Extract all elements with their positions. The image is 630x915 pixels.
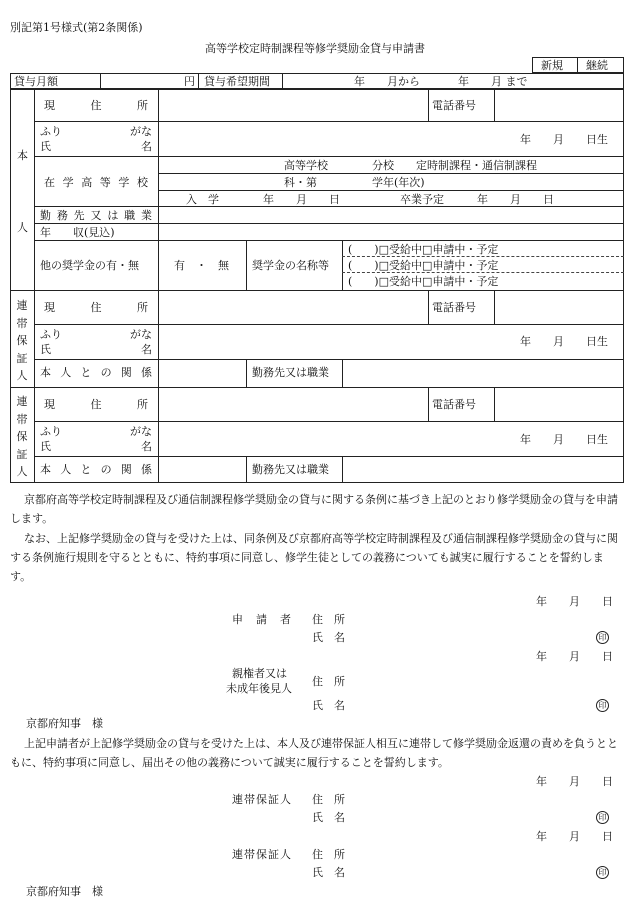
guarantor2-sign-address: 住 所 xyxy=(312,848,345,861)
applicant-name-label: 氏 名 xyxy=(40,140,152,153)
guarantor1-sign-address: 住 所 xyxy=(312,793,345,806)
date-4[interactable]: 年 月 日 xyxy=(536,830,613,843)
loan-from[interactable]: 年 月から xyxy=(354,75,420,88)
scholarship-yes-no[interactable]: 有 ・ 無 xyxy=(174,259,229,272)
seal-icon: 印 xyxy=(596,811,609,824)
applicant-income-label: 年 収(見込) xyxy=(40,226,115,239)
applicant-address: 住 所 xyxy=(312,613,345,626)
guarantor2-name-label: 氏 名 xyxy=(40,440,152,453)
governor-addressee-2: 京都府知事 様 xyxy=(26,885,103,898)
guardian-address: 住 所 xyxy=(312,675,345,688)
school-line-2[interactable]: 科・第 学年(年次) xyxy=(284,176,425,189)
seal-icon: 印 xyxy=(596,699,609,712)
date-3[interactable]: 年 月 日 xyxy=(536,775,613,788)
guarantor1-side-label: 連帯保証人 xyxy=(16,299,28,383)
seal-icon: 印 xyxy=(596,866,609,879)
applicant-side-char-2: 人 xyxy=(17,221,28,234)
yen-label: 円 xyxy=(184,75,195,88)
guarantor2-sign-name: 氏 名 xyxy=(312,866,345,879)
form-title: 高等学校定時制課程等修学奨励金貸与申請書 xyxy=(205,42,425,55)
guarantor2-employer-label: 勤務先又は職業 xyxy=(252,463,329,476)
guarantor1-phone-label: 電話番号 xyxy=(432,301,476,314)
guarantor2-furigana-label: ふり がな xyxy=(40,425,152,438)
pledge-statement: なお、上記修学奨励金の貸与を受けた上は、同条例及び京都府高等学校定時制課程及び通信制課程修学奨励金の貸与に関する条例施行規則を守るとともに、特約事項に同意し、修学生徒としての義務についても誠実に履行することを誓約します。 xyxy=(10,532,618,583)
applicant-school-label: 在 学 高 等 学 校 xyxy=(44,176,148,189)
applicant-phone-label: 電話番号 xyxy=(432,99,476,112)
guardian-name: 氏 名 xyxy=(312,699,345,712)
applicant-sign-label: 申 請 者 xyxy=(232,613,292,626)
loan-amount-label: 貸与月額 xyxy=(14,75,58,88)
guarantor1-furigana-label: ふり がな xyxy=(40,328,152,341)
governor-addressee-1: 京都府知事 様 xyxy=(26,717,103,730)
other-scholarship-label: 他の奨学金の有・無 xyxy=(40,259,139,272)
guarantor1-employer-label: 勤務先又は職業 xyxy=(252,366,329,379)
date-1[interactable]: 年 月 日 xyxy=(536,595,613,608)
scholarship-row-2[interactable]: ( )□受給中□申請中・予定 xyxy=(348,259,499,272)
guarantor2-birth[interactable]: 年 月 日生 xyxy=(520,433,608,446)
guarantor1-name-label: 氏 名 xyxy=(40,343,152,356)
guarantor-pledge-statement: 上記申請者が上記修学奨励金の貸与を受けた上は、本人及び連帯保証人相互に連帯して修学奨励金返還の責めを負うとともに、特約事項に同意し、届出その他の義務について誠実に履行することを誓約します。 xyxy=(10,737,618,769)
applicant-name: 氏 名 xyxy=(312,631,345,644)
new-checkbox-label[interactable]: 新規 xyxy=(541,59,563,72)
guarantor1-relation-label: 本 人 と の 関 係 xyxy=(40,366,152,379)
loan-period-label: 貸与希望期間 xyxy=(204,75,270,88)
guardian-label-2: 未成年後見人 xyxy=(226,682,292,695)
guarantor1-address-label: 現 住 所 xyxy=(44,301,148,314)
guarantor1-sign-name: 氏 名 xyxy=(312,811,345,824)
school-graduate[interactable]: 卒業予定 年 月 日 xyxy=(400,193,554,206)
guarantor2-side-label: 連帯保証人 xyxy=(16,395,28,479)
guarantor1-sign-label: 連帯保証人 xyxy=(232,793,292,806)
application-statement: 京都府高等学校定時制課程及び通信制課程修学奨励金の貸与に関する条例に基づき上記のとおり修学奨励金の貸与を申請します。 xyxy=(10,493,618,525)
guarantor2-relation-label: 本 人 と の 関 係 xyxy=(40,463,152,476)
guarantor2-address-label: 現 住 所 xyxy=(44,398,148,411)
form-number: 別記第1号様式(第2条関係) xyxy=(10,21,143,34)
applicant-side-char-1: 本 xyxy=(17,149,28,162)
seal-icon: 印 xyxy=(596,631,609,644)
scholarship-row-3[interactable]: ( )□受給中□申請中・予定 xyxy=(348,275,499,288)
guarantor2-phone-label: 電話番号 xyxy=(432,398,476,411)
applicant-furigana-label: ふり がな xyxy=(40,125,152,138)
school-line-1[interactable]: 高等学校 分校 定時制課程・通信制課程 xyxy=(284,159,537,172)
date-2[interactable]: 年 月 日 xyxy=(536,650,613,663)
guarantor2-sign-label: 連帯保証人 xyxy=(232,848,292,861)
guardian-label-1: 親権者又は xyxy=(232,667,287,680)
loan-row xyxy=(10,73,624,89)
guarantor1-birth[interactable]: 年 月 日生 xyxy=(520,335,608,348)
applicant-address-label: 現 住 所 xyxy=(44,99,148,112)
applicant-employer-label: 勤 務 先 又 は 職 業 xyxy=(40,209,152,222)
continue-checkbox-label[interactable]: 継続 xyxy=(586,59,608,72)
scholarship-name-label: 奨学金の名称等 xyxy=(252,259,329,272)
school-enroll[interactable]: 入 学 年 月 日 xyxy=(186,193,340,206)
scholarship-row-1[interactable]: ( )□受給中□申請中・予定 xyxy=(348,243,499,256)
loan-to[interactable]: 年 月 まで xyxy=(458,75,528,88)
applicant-birth[interactable]: 年 月 日生 xyxy=(520,133,608,146)
